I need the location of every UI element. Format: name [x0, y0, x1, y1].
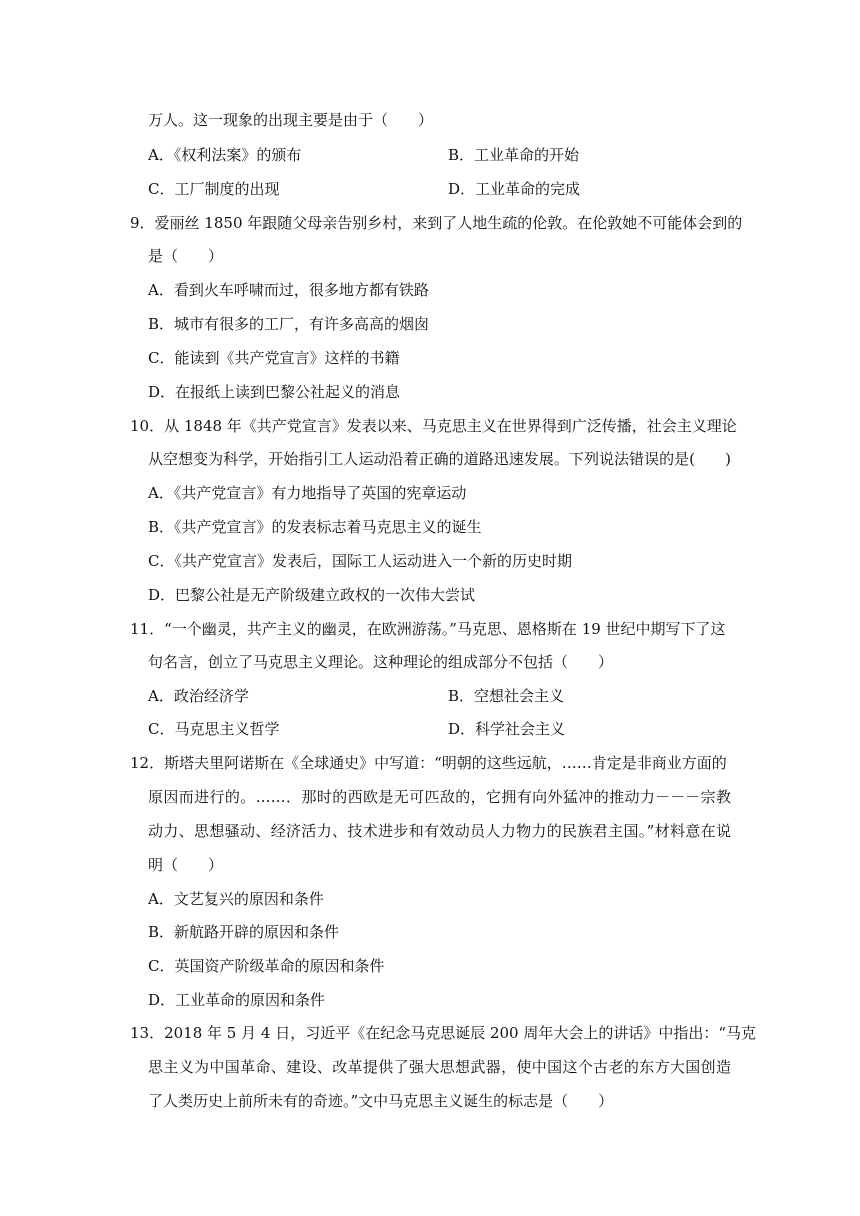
q11-option-d: D．科学社会主义	[448, 720, 566, 738]
q8-option-d: D．工业革命的完成	[448, 180, 581, 198]
q11-option-c: C．马克思主义哲学	[148, 720, 280, 738]
q10-stem-line2: 从空想变为科学，开始指引工人运动沿着正确的道路迅速发展。下列说法错误的是( )	[148, 450, 731, 468]
q10-option-b: B．《共产党宣言》的发表标志着马克思主义的诞生	[148, 518, 482, 536]
q13-stem-line2: 思主义为中国革命、建设、改革提供了强大思想武器，使中国这个古老的东方大国创造	[148, 1058, 731, 1076]
q11-stem-line2: 句名言，创立了马克思主义理论。这种理论的组成部分不包括（ ）	[148, 653, 614, 671]
q9-option-d: D．在报纸上读到巴黎公社起义的消息	[148, 383, 401, 401]
q9-stem-line2: 是（ ）	[148, 247, 224, 265]
q12-option-c: C．英国资产阶级革命的原因和条件	[148, 957, 385, 975]
q11-stem-line1: 11．“一个幽灵，共产主义的幽灵，在欧洲游荡。”马克思、恩格斯在 19 世纪中期写下了这	[130, 620, 726, 638]
q12-stem-line1: 12．斯塔夫里阿诺斯在《全球通史》中写道：“明朝的这些远航，……肯定是非商业方面的	[130, 754, 727, 772]
q10-option-a: A．《共产党宣言》有力地指导了英国的宪章运动	[148, 484, 467, 502]
q8-option-c: C．工厂制度的出现	[148, 180, 280, 198]
q8-option-b: B．工业革命的开始	[448, 146, 580, 164]
q12-stem-line2: 原因而进行的。……．那时的西欧是无可匹敌的，它拥有向外猛冲的推动力－－－宗教	[148, 788, 731, 806]
q12-option-a: A．文艺复兴的原因和条件	[148, 890, 324, 908]
q11-option-b: B．空想社会主义	[448, 687, 565, 705]
q9-option-c: C．能读到《共产党宣言》这样的书籍	[148, 349, 400, 367]
q10-option-d: D．巴黎公社是无产阶级建立政权的一次伟大尝试	[148, 586, 476, 604]
q10-option-c: C．《共产党宣言》发表后，国际工人运动进入一个新的历史时期	[148, 552, 572, 570]
q13-stem-line3: 了人类历史上前所未有的奇迹。”文中马克思主义诞生的标志是（ ）	[148, 1092, 614, 1110]
q9-stem-line1: 9．爱丽丝 1850 年跟随父母亲告别乡村，来到了人地生疏的伦敦。在伦敦她不可能体会到的	[130, 214, 743, 232]
q12-stem-line3: 动力、思想骚动、经济活力、技术进步和有效动员人力物力的民族君主国。”材料意在说	[148, 822, 731, 840]
q13-stem-line1: 13．2018 年 5 月 4 日，习近平《在纪念马克思诞辰 200 周年大会上的讲话》中指出：“马克	[130, 1024, 757, 1042]
q8-stem-continuation: 万人。这一现象的出现主要是由于（ ）	[148, 111, 434, 129]
q12-option-d: D．工业革命的原因和条件	[148, 991, 326, 1009]
q11-option-a: A．政治经济学	[148, 687, 249, 705]
q8-option-a: A．《权利法案》的颁布	[148, 146, 302, 164]
q12-stem-line4: 明（ ）	[148, 856, 224, 874]
q10-stem-line1: 10．从 1848 年《共产党宣言》发表以来、马克思主义在世界得到广泛传播，社会主义理论	[130, 417, 737, 435]
q9-option-a: A．看到火车呼啸而过，很多地方都有铁路	[148, 281, 429, 299]
q9-option-b: B．城市有很多的工厂，有许多高高的烟囱	[148, 315, 430, 333]
q12-option-b: B．新航路开辟的原因和条件	[148, 923, 340, 941]
